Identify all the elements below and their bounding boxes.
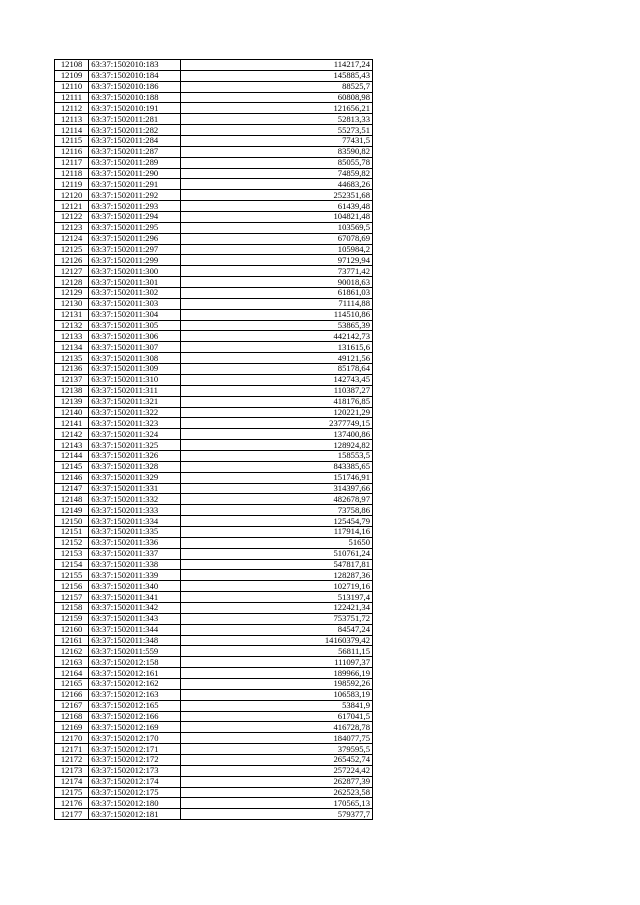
value-cell: 106583,19 bbox=[180, 689, 372, 700]
row-number-cell: 12169 bbox=[55, 722, 89, 733]
table-row bbox=[55, 526, 373, 537]
value-cell: 120221,29 bbox=[180, 407, 372, 418]
table-row bbox=[55, 320, 373, 331]
value-cell: 88525,7 bbox=[180, 81, 372, 92]
cadastral-number-cell: 63:37:1502011:336 bbox=[89, 537, 181, 548]
row-number-cell: 12152 bbox=[55, 537, 89, 548]
table-row bbox=[55, 744, 373, 755]
cadastral-number-cell: 63:37:1502011:284 bbox=[89, 136, 181, 147]
row-number-cell: 12120 bbox=[55, 190, 89, 201]
table-row bbox=[55, 711, 373, 722]
row-number-cell: 12140 bbox=[55, 407, 89, 418]
table-row bbox=[55, 418, 373, 429]
cadastral-number-cell: 63:37:1502011:309 bbox=[89, 364, 181, 375]
value-cell: 55273,51 bbox=[180, 125, 372, 136]
value-cell: 110387,27 bbox=[180, 385, 372, 396]
cadastral-number-cell: 63:37:1502011:282 bbox=[89, 125, 181, 136]
table-row bbox=[55, 136, 373, 147]
cadastral-number-cell: 63:37:1502011:333 bbox=[89, 505, 181, 516]
value-cell: 128924,82 bbox=[180, 440, 372, 451]
value-cell: 44683,26 bbox=[180, 179, 372, 190]
cadastral-number-cell: 63:37:1502011:339 bbox=[89, 570, 181, 581]
table-row bbox=[55, 364, 373, 375]
table-row bbox=[55, 678, 373, 689]
row-number-cell: 12153 bbox=[55, 548, 89, 559]
value-cell: 102719,16 bbox=[180, 581, 372, 592]
table-row bbox=[55, 787, 373, 798]
value-cell: 145885,43 bbox=[180, 70, 372, 81]
row-number-cell: 12129 bbox=[55, 288, 89, 299]
cadastral-number-cell: 63:37:1502012:174 bbox=[89, 776, 181, 787]
table-row bbox=[55, 396, 373, 407]
row-number-cell: 12144 bbox=[55, 450, 89, 461]
row-number-cell: 12147 bbox=[55, 483, 89, 494]
table-body bbox=[55, 60, 373, 820]
cadastral-number-cell: 63:37:1502011:559 bbox=[89, 646, 181, 657]
value-cell: 184077,75 bbox=[180, 733, 372, 744]
value-cell: 128287,36 bbox=[180, 570, 372, 581]
row-number-cell: 12162 bbox=[55, 646, 89, 657]
table-row bbox=[55, 776, 373, 787]
cadastral-value-table bbox=[54, 59, 373, 820]
table-row bbox=[55, 201, 373, 212]
row-number-cell: 12128 bbox=[55, 277, 89, 288]
value-cell: 84547,24 bbox=[180, 624, 372, 635]
cadastral-number-cell: 63:37:1502011:293 bbox=[89, 201, 181, 212]
row-number-cell: 12177 bbox=[55, 809, 89, 820]
row-number-cell: 12126 bbox=[55, 255, 89, 266]
row-number-cell: 12142 bbox=[55, 429, 89, 440]
table-row bbox=[55, 92, 373, 103]
table-row bbox=[55, 722, 373, 733]
cadastral-number-cell: 63:37:1502010:186 bbox=[89, 81, 181, 92]
row-number-cell: 12168 bbox=[55, 711, 89, 722]
cadastral-number-cell: 63:37:1502011:306 bbox=[89, 331, 181, 342]
cadastral-number-cell: 63:37:1502012:165 bbox=[89, 700, 181, 711]
value-cell: 105984,2 bbox=[180, 244, 372, 255]
row-number-cell: 12158 bbox=[55, 602, 89, 613]
table-row bbox=[55, 81, 373, 92]
value-cell: 314397,66 bbox=[180, 483, 372, 494]
table-row bbox=[55, 288, 373, 299]
table-row bbox=[55, 483, 373, 494]
value-cell: 442142,73 bbox=[180, 331, 372, 342]
cadastral-number-cell: 63:37:1502011:281 bbox=[89, 114, 181, 125]
table-row bbox=[55, 809, 373, 820]
value-cell: 73771,42 bbox=[180, 266, 372, 277]
table-row bbox=[55, 537, 373, 548]
value-cell: 252351,68 bbox=[180, 190, 372, 201]
table-row bbox=[55, 494, 373, 505]
row-number-cell: 12175 bbox=[55, 787, 89, 798]
table-row bbox=[55, 700, 373, 711]
table-row bbox=[55, 190, 373, 201]
value-cell: 418176,85 bbox=[180, 396, 372, 407]
row-number-cell: 12139 bbox=[55, 396, 89, 407]
value-cell: 14160379,42 bbox=[180, 635, 372, 646]
table-row bbox=[55, 765, 373, 776]
row-number-cell: 12124 bbox=[55, 233, 89, 244]
cadastral-number-cell: 63:37:1502011:302 bbox=[89, 288, 181, 299]
row-number-cell: 12143 bbox=[55, 440, 89, 451]
table-row bbox=[55, 646, 373, 657]
cadastral-number-cell: 63:37:1502011:301 bbox=[89, 277, 181, 288]
row-number-cell: 12132 bbox=[55, 320, 89, 331]
cadastral-number-cell: 63:37:1502011:291 bbox=[89, 179, 181, 190]
cadastral-number-cell: 63:37:1502011:292 bbox=[89, 190, 181, 201]
table-row bbox=[55, 733, 373, 744]
row-number-cell: 12172 bbox=[55, 755, 89, 766]
row-number-cell: 12145 bbox=[55, 461, 89, 472]
table-row bbox=[55, 668, 373, 679]
value-cell: 510761,24 bbox=[180, 548, 372, 559]
cadastral-number-cell: 63:37:1502010:184 bbox=[89, 70, 181, 81]
value-cell: 189966,19 bbox=[180, 668, 372, 679]
table-row bbox=[55, 103, 373, 114]
row-number-cell: 12176 bbox=[55, 798, 89, 809]
cadastral-number-cell: 63:37:1502010:188 bbox=[89, 92, 181, 103]
value-cell: 51650 bbox=[180, 537, 372, 548]
row-number-cell: 12122 bbox=[55, 212, 89, 223]
row-number-cell: 12156 bbox=[55, 581, 89, 592]
value-cell: 617041,5 bbox=[180, 711, 372, 722]
value-cell: 170565,13 bbox=[180, 798, 372, 809]
value-cell: 158553,5 bbox=[180, 450, 372, 461]
row-number-cell: 12127 bbox=[55, 266, 89, 277]
table-row bbox=[55, 342, 373, 353]
value-cell: 265452,74 bbox=[180, 755, 372, 766]
row-number-cell: 12159 bbox=[55, 613, 89, 624]
row-number-cell: 12118 bbox=[55, 168, 89, 179]
value-cell: 56811,15 bbox=[180, 646, 372, 657]
value-cell: 114217,24 bbox=[180, 60, 372, 71]
cadastral-number-cell: 63:37:1502012:172 bbox=[89, 755, 181, 766]
row-number-cell: 12148 bbox=[55, 494, 89, 505]
cadastral-number-cell: 63:37:1502011:344 bbox=[89, 624, 181, 635]
cadastral-number-cell: 63:37:1502011:324 bbox=[89, 429, 181, 440]
table-row bbox=[55, 168, 373, 179]
cadastral-number-cell: 63:37:1502011:341 bbox=[89, 592, 181, 603]
row-number-cell: 12130 bbox=[55, 298, 89, 309]
row-number-cell: 12112 bbox=[55, 103, 89, 114]
cadastral-number-cell: 63:37:1502011:289 bbox=[89, 157, 181, 168]
value-cell: 2377749,15 bbox=[180, 418, 372, 429]
cadastral-number-cell: 63:37:1502012:171 bbox=[89, 744, 181, 755]
table-row bbox=[55, 255, 373, 266]
value-cell: 61439,48 bbox=[180, 201, 372, 212]
value-cell: 198592,26 bbox=[180, 678, 372, 689]
value-cell: 843385,65 bbox=[180, 461, 372, 472]
value-cell: 262523,58 bbox=[180, 787, 372, 798]
cadastral-number-cell: 63:37:1502011:294 bbox=[89, 212, 181, 223]
value-cell: 142743,45 bbox=[180, 374, 372, 385]
table-row bbox=[55, 429, 373, 440]
cadastral-number-cell: 63:37:1502012:162 bbox=[89, 678, 181, 689]
value-cell: 111097,37 bbox=[180, 657, 372, 668]
table-row bbox=[55, 114, 373, 125]
table-row bbox=[55, 407, 373, 418]
table-row bbox=[55, 212, 373, 223]
row-number-cell: 12151 bbox=[55, 526, 89, 537]
cadastral-number-cell: 63:37:1502011:335 bbox=[89, 526, 181, 537]
row-number-cell: 12137 bbox=[55, 374, 89, 385]
value-cell: 513197,4 bbox=[180, 592, 372, 603]
table-row bbox=[55, 244, 373, 255]
row-number-cell: 12146 bbox=[55, 472, 89, 483]
table-row bbox=[55, 689, 373, 700]
cadastral-number-cell: 63:37:1502012:161 bbox=[89, 668, 181, 679]
row-number-cell: 12121 bbox=[55, 201, 89, 212]
cadastral-number-cell: 63:37:1502011:329 bbox=[89, 472, 181, 483]
value-cell: 121656,21 bbox=[180, 103, 372, 114]
cadastral-number-cell: 63:37:1502011:338 bbox=[89, 559, 181, 570]
value-cell: 416728,78 bbox=[180, 722, 372, 733]
value-cell: 547817,81 bbox=[180, 559, 372, 570]
cadastral-number-cell: 63:37:1502011:321 bbox=[89, 396, 181, 407]
row-number-cell: 12150 bbox=[55, 516, 89, 527]
cadastral-number-cell: 63:37:1502011:303 bbox=[89, 298, 181, 309]
table-row bbox=[55, 222, 373, 233]
cadastral-number-cell: 63:37:1502011:331 bbox=[89, 483, 181, 494]
cadastral-number-cell: 63:37:1502012:181 bbox=[89, 809, 181, 820]
table-row bbox=[55, 657, 373, 668]
value-cell: 114510,86 bbox=[180, 309, 372, 320]
row-number-cell: 12155 bbox=[55, 570, 89, 581]
table-row bbox=[55, 798, 373, 809]
row-number-cell: 12165 bbox=[55, 678, 89, 689]
table-row bbox=[55, 592, 373, 603]
cadastral-number-cell: 63:37:1502011:304 bbox=[89, 309, 181, 320]
table-row bbox=[55, 179, 373, 190]
cadastral-number-cell: 63:37:1502011:300 bbox=[89, 266, 181, 277]
table-row bbox=[55, 505, 373, 516]
cadastral-number-cell: 63:37:1502012:158 bbox=[89, 657, 181, 668]
value-cell: 379595,5 bbox=[180, 744, 372, 755]
table-row bbox=[55, 157, 373, 168]
value-cell: 73758,86 bbox=[180, 505, 372, 516]
row-number-cell: 12154 bbox=[55, 559, 89, 570]
table-row bbox=[55, 125, 373, 136]
cadastral-number-cell: 63:37:1502011:340 bbox=[89, 581, 181, 592]
table-row bbox=[55, 60, 373, 71]
table-row bbox=[55, 570, 373, 581]
value-cell: 131615,6 bbox=[180, 342, 372, 353]
value-cell: 122421,34 bbox=[180, 602, 372, 613]
table-row bbox=[55, 472, 373, 483]
table-row bbox=[55, 266, 373, 277]
row-number-cell: 12109 bbox=[55, 70, 89, 81]
row-number-cell: 12138 bbox=[55, 385, 89, 396]
value-cell: 49121,56 bbox=[180, 353, 372, 364]
row-number-cell: 12108 bbox=[55, 60, 89, 71]
row-number-cell: 12131 bbox=[55, 309, 89, 320]
row-number-cell: 12171 bbox=[55, 744, 89, 755]
cadastral-number-cell: 63:37:1502011:295 bbox=[89, 222, 181, 233]
table-row bbox=[55, 146, 373, 157]
row-number-cell: 12123 bbox=[55, 222, 89, 233]
cadastral-number-cell: 63:37:1502012:175 bbox=[89, 787, 181, 798]
row-number-cell: 12170 bbox=[55, 733, 89, 744]
row-number-cell: 12119 bbox=[55, 179, 89, 190]
value-cell: 137400,86 bbox=[180, 429, 372, 440]
cadastral-number-cell: 63:37:1502011:328 bbox=[89, 461, 181, 472]
table-row bbox=[55, 516, 373, 527]
value-cell: 103569,5 bbox=[180, 222, 372, 233]
cadastral-number-cell: 63:37:1502012:166 bbox=[89, 711, 181, 722]
table-row bbox=[55, 602, 373, 613]
value-cell: 753751,72 bbox=[180, 613, 372, 624]
row-number-cell: 12125 bbox=[55, 244, 89, 255]
table-row bbox=[55, 440, 373, 451]
table-row bbox=[55, 581, 373, 592]
cadastral-number-cell: 63:37:1502011:337 bbox=[89, 548, 181, 559]
table-row bbox=[55, 70, 373, 81]
table-row bbox=[55, 613, 373, 624]
cadastral-number-cell: 63:37:1502011:308 bbox=[89, 353, 181, 364]
cadastral-number-cell: 63:37:1502011:296 bbox=[89, 233, 181, 244]
row-number-cell: 12117 bbox=[55, 157, 89, 168]
cadastral-number-cell: 63:37:1502011:305 bbox=[89, 320, 181, 331]
value-cell: 67078,69 bbox=[180, 233, 372, 244]
value-cell: 117914,16 bbox=[180, 526, 372, 537]
value-cell: 125454,79 bbox=[180, 516, 372, 527]
row-number-cell: 12110 bbox=[55, 81, 89, 92]
cadastral-number-cell: 63:37:1502011:290 bbox=[89, 168, 181, 179]
cadastral-number-cell: 63:37:1502011:334 bbox=[89, 516, 181, 527]
table-row bbox=[55, 309, 373, 320]
value-cell: 52813,33 bbox=[180, 114, 372, 125]
cadastral-number-cell: 63:37:1502012:169 bbox=[89, 722, 181, 733]
table-row bbox=[55, 461, 373, 472]
value-cell: 53841,9 bbox=[180, 700, 372, 711]
value-cell: 85055,78 bbox=[180, 157, 372, 168]
row-number-cell: 12149 bbox=[55, 505, 89, 516]
value-cell: 61861,03 bbox=[180, 288, 372, 299]
table-row bbox=[55, 374, 373, 385]
table-row bbox=[55, 385, 373, 396]
cadastral-number-cell: 63:37:1502011:310 bbox=[89, 374, 181, 385]
cadastral-number-cell: 63:37:1502011:287 bbox=[89, 146, 181, 157]
table-row bbox=[55, 559, 373, 570]
row-number-cell: 12141 bbox=[55, 418, 89, 429]
cadastral-number-cell: 63:37:1502012:170 bbox=[89, 733, 181, 744]
row-number-cell: 12114 bbox=[55, 125, 89, 136]
value-cell: 71114,88 bbox=[180, 298, 372, 309]
table-row bbox=[55, 298, 373, 309]
value-cell: 151746,91 bbox=[180, 472, 372, 483]
value-cell: 97129,94 bbox=[180, 255, 372, 266]
cadastral-number-cell: 63:37:1502011:299 bbox=[89, 255, 181, 266]
cadastral-number-cell: 63:37:1502012:173 bbox=[89, 765, 181, 776]
cadastral-number-cell: 63:37:1502010:191 bbox=[89, 103, 181, 114]
row-number-cell: 12115 bbox=[55, 136, 89, 147]
table-row bbox=[55, 233, 373, 244]
row-number-cell: 12116 bbox=[55, 146, 89, 157]
row-number-cell: 12163 bbox=[55, 657, 89, 668]
row-number-cell: 12113 bbox=[55, 114, 89, 125]
row-number-cell: 12164 bbox=[55, 668, 89, 679]
cadastral-number-cell: 63:37:1502012:163 bbox=[89, 689, 181, 700]
row-number-cell: 12133 bbox=[55, 331, 89, 342]
cadastral-number-cell: 63:37:1502012:180 bbox=[89, 798, 181, 809]
table-row bbox=[55, 331, 373, 342]
row-number-cell: 12135 bbox=[55, 353, 89, 364]
value-cell: 257224,42 bbox=[180, 765, 372, 776]
row-number-cell: 12173 bbox=[55, 765, 89, 776]
row-number-cell: 12166 bbox=[55, 689, 89, 700]
row-number-cell: 12174 bbox=[55, 776, 89, 787]
cadastral-number-cell: 63:37:1502011:325 bbox=[89, 440, 181, 451]
value-cell: 77431,5 bbox=[180, 136, 372, 147]
value-cell: 262877,39 bbox=[180, 776, 372, 787]
table-row bbox=[55, 755, 373, 766]
row-number-cell: 12134 bbox=[55, 342, 89, 353]
row-number-cell: 12111 bbox=[55, 92, 89, 103]
table-row bbox=[55, 353, 373, 364]
cadastral-number-cell: 63:37:1502011:343 bbox=[89, 613, 181, 624]
cadastral-number-cell: 63:37:1502011:307 bbox=[89, 342, 181, 353]
row-number-cell: 12160 bbox=[55, 624, 89, 635]
cadastral-number-cell: 63:37:1502011:311 bbox=[89, 385, 181, 396]
cadastral-number-cell: 63:37:1502011:326 bbox=[89, 450, 181, 461]
value-cell: 579377,7 bbox=[180, 809, 372, 820]
table-row bbox=[55, 277, 373, 288]
value-cell: 104821,48 bbox=[180, 212, 372, 223]
value-cell: 74859,82 bbox=[180, 168, 372, 179]
table-row bbox=[55, 624, 373, 635]
value-cell: 90018,63 bbox=[180, 277, 372, 288]
value-cell: 60808,98 bbox=[180, 92, 372, 103]
value-cell: 482678,97 bbox=[180, 494, 372, 505]
row-number-cell: 12136 bbox=[55, 364, 89, 375]
row-number-cell: 12157 bbox=[55, 592, 89, 603]
cadastral-number-cell: 63:37:1502011:342 bbox=[89, 602, 181, 613]
table-row bbox=[55, 635, 373, 646]
value-cell: 85178,64 bbox=[180, 364, 372, 375]
cadastral-number-cell: 63:37:1502011:323 bbox=[89, 418, 181, 429]
row-number-cell: 12161 bbox=[55, 635, 89, 646]
cadastral-number-cell: 63:37:1502011:332 bbox=[89, 494, 181, 505]
cadastral-number-cell: 63:37:1502011:297 bbox=[89, 244, 181, 255]
value-cell: 53865,39 bbox=[180, 320, 372, 331]
value-cell: 83590,82 bbox=[180, 146, 372, 157]
table-row bbox=[55, 548, 373, 559]
table-row bbox=[55, 450, 373, 461]
cadastral-number-cell: 63:37:1502010:183 bbox=[89, 60, 181, 71]
row-number-cell: 12167 bbox=[55, 700, 89, 711]
cadastral-number-cell: 63:37:1502011:348 bbox=[89, 635, 181, 646]
cadastral-number-cell: 63:37:1502011:322 bbox=[89, 407, 181, 418]
